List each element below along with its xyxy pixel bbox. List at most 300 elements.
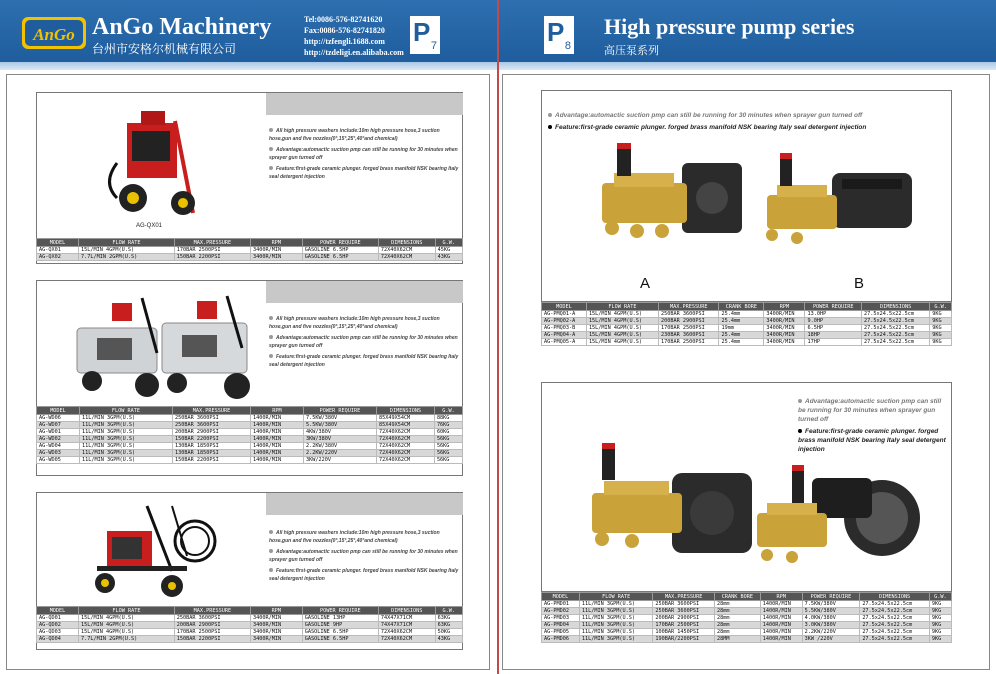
column-header: POWER REQUIRE [302,239,378,247]
table-cell: 43KG [435,636,462,643]
table-cell: AG-QD02 [37,622,79,629]
table-cell: 250BAR 3600PSI [653,601,715,608]
table-row [37,443,463,450]
table-cell: 7.5KW/380V [802,601,860,608]
table-cell: 250BAR 3600PSI [653,608,715,615]
table-cell: 27.5x24.5x22.5cm [862,339,930,346]
column-header: MODEL [37,607,79,615]
table-cell: AG-WD01 [37,429,80,436]
column-header: RPM [760,593,802,601]
table-row [37,457,463,464]
table-cell: AG-WD03 [37,450,80,457]
table-row [37,247,463,254]
table-cell: 56KG [434,436,462,443]
table-cell: AG-PMQ03-B [542,325,587,332]
table-cell: 3KW/380V [303,436,376,443]
table-cell: 50KG [435,629,462,636]
brand-name-cn: 台州市安格尔机械有限公司 [92,42,237,56]
table-cell: AG-PMQ04-A [542,332,587,339]
table-cell: 200BAR 2900PSI [172,429,250,436]
table-cell: 9KG [930,339,952,346]
table-cell: 13.0HP [805,311,862,318]
table-cell: 15L/MIN 4GPM(U.S) [79,629,175,636]
contact-info [304,14,404,58]
table-cell: 27.5x24.5x22.5cm [860,615,930,622]
bullet-icon [269,530,273,534]
table-cell: 200BAR 2900PSI [659,318,719,325]
column-header: MODEL [37,239,79,247]
table-cell: AG-QD04 [37,636,79,643]
spec-table-wd [36,406,463,464]
table-cell: 15L/MIN 4GPM(U.S) [586,318,658,325]
pump-panel-pmd [541,382,952,592]
table-cell: AG-PMQ01-A [542,311,587,318]
table-cell: 150BAR 2200PSI [174,254,250,261]
table-cell: AG-PMD02 [542,608,580,615]
table-cell: 9KG [930,311,952,318]
column-header: G.W. [435,607,462,615]
pressure-washer-qx01-image [97,103,217,223]
pump-b-image [766,153,912,244]
note-include: All high pressure washers include:10m high pressure hose,3 suction hose,gun and five nozzles(0°,15°,25°,40°and chemical) [269,316,440,330]
note-feature: Feature:first-grade ceramic plunger. forged brass manifold NSK bearing Italy seal detergent injection [269,568,459,582]
table-cell: GASOLINE 6.5HP [302,629,378,636]
table-row [542,318,952,325]
panel-notes [548,111,948,135]
left-page [0,0,497,674]
table-cell: 11L/MIN 3GPM(U.S) [579,608,652,615]
table-cell: 56KG [434,457,462,464]
table-cell: 150BAR 2200PSI [172,436,250,443]
table-cell: 9KG [929,622,951,629]
table-cell: AG-QX02 [37,254,79,261]
table-cell: AG-WD05 [37,457,80,464]
table-cell: 9KG [929,629,951,636]
table-cell: 85X49X54CM [376,422,434,429]
table-cell: 25.4mm [719,311,764,318]
table-cell: 72X40X62CM [378,254,435,261]
column-header: RPM [250,407,303,415]
table-cell: 11L/MIN 3GPM(U.S) [579,622,652,629]
contact-url-1688: http://tzfengli.1688.com [304,37,385,46]
note-feature: Feature:first-grade ceramic plunger. forged brass manifold NSK bearing Italy seal detergent injection [798,428,946,453]
column-header: DIMENSIONS [378,239,435,247]
bullet-icon [269,568,273,572]
column-header: FLOW RATE [586,303,658,311]
table-cell: 3400R/MIN [250,636,302,643]
spec-table-pmq [541,302,952,346]
contact-tel: Tel:0086-576-82741620 [304,15,383,24]
table-row [37,254,463,261]
column-header: FLOW RATE [79,607,175,615]
panel-header-bar [266,93,463,115]
table-cell: 11L/MIN 3GPM(U.S) [80,457,173,464]
table-cell: 9KG [929,636,951,643]
table-cell: 11L/MIN 3GPM(U.S) [80,443,173,450]
pump-panel-pmq [541,90,952,302]
table-cell: 17HP [805,339,862,346]
note-include: All high pressure washers include:10m high pressure hose,3 suction hose,gun and five nozzles(0°,15°,25°,40°and chemical) [269,530,440,544]
table-cell: 9KG [930,325,952,332]
pump-pmd-right-image [757,465,920,563]
table-cell: 3400R/MIN [764,311,805,318]
bullet-icon [269,166,273,170]
svg-text:AnGo: AnGo [33,25,75,44]
table-cell: 2.2KW/380V [303,443,376,450]
column-header: POWER REQUIRE [802,593,860,601]
table-cell: 170BAR 2500PSI [659,339,719,346]
column-header: CRANK BORE [719,303,764,311]
column-header: POWER REQUIRE [805,303,862,311]
spec-table-qx [36,238,463,261]
table-cell: 1400R/MIN [250,436,303,443]
column-header: MODEL [542,303,587,311]
table-cell: GASOLINE 6.5HP [302,636,378,643]
right-page [499,0,996,674]
table-cell: AG-PMD03 [542,615,580,622]
table-cell: 28mm [714,608,760,615]
table-cell: AG-PMQ05-A [542,339,587,346]
note-feature: Feature:first-grade ceramic plunger. forged brass manifold NSK bearing Italy seal detergent injection [548,123,948,132]
table-cell: 1400R/MIN [760,601,802,608]
table-cell: 63KG [435,615,462,622]
table-header-row [542,303,952,311]
table-cell: AG-PMD04 [542,622,580,629]
table-cell: 1400R/MIN [760,622,802,629]
table-cell: 25.4mm [719,332,764,339]
table-cell: 74X47X71CM [378,622,435,629]
table-cell: 4KW/380V [303,429,376,436]
table-cell: 27.5x24.5x22.5cm [860,608,930,615]
bullet-icon [548,113,552,117]
table-cell: AG-QD01 [37,615,79,622]
table-cell: 7.5KW/380V [303,415,376,422]
table-cell: 3400R/MIN [250,615,302,622]
note-advantage: Advantage:automactic suction pmp can still be running for 30 minutes when sprayer gun turned off [548,111,948,120]
column-header: G.W. [434,407,462,415]
table-cell: 28MM [714,636,760,643]
contact-url-alibaba: http://tzdeligi.en.alibaba.com [304,48,404,57]
table-cell: 15L/MIN 4GPM(U.S) [586,332,658,339]
pump-label-a: A [640,275,651,292]
table-cell: 27.5x24.5x22.5cm [862,318,930,325]
bullet-icon [269,128,273,132]
panel-header-bar [266,493,463,515]
table-cell: 25.4mm [719,318,764,325]
table-row [37,429,463,436]
column-header: POWER REQUIRE [302,607,378,615]
table-cell: 1400R/MIN [250,443,303,450]
table-cell: 72X40X62CM [378,247,435,254]
table-row [542,339,952,346]
table-row [37,422,463,429]
column-header: FLOW RATE [79,239,175,247]
table-cell: 1400R/MIN [760,615,802,622]
page-number-box [410,16,440,54]
table-cell: 3400R/MIN [764,332,805,339]
spec-table-pmd [541,592,952,643]
table-cell: 27.5x24.5x22.5cm [862,325,930,332]
column-header: MAX.PRESSURE [653,593,715,601]
spec-table-qd [36,606,463,643]
table-cell: 1400R/MIN [760,608,802,615]
table-row [542,636,952,643]
table-cell: 72X40X62CM [376,457,434,464]
table-cell: AG-WD06 [37,415,80,422]
table-cell: 200BAR 2900PSI [174,622,250,629]
product-caption: AG-QX01 [136,223,163,229]
table-cell: 88KG [434,415,462,422]
column-header: MODEL [37,407,80,415]
table-row [542,601,952,608]
table-cell: 15L/MIN 4GPM(U.S) [586,339,658,346]
table-cell: AG-PMQ02-A [542,318,587,325]
table-cell: 11L/MIN 3GPM(U.S) [579,615,652,622]
table-cell: 72X40X62CM [378,636,435,643]
column-header: DIMENSIONS [862,303,930,311]
table-cell: 3400R/MIN [764,325,805,332]
table-cell: 72X40X62CM [376,443,434,450]
table-cell: 250BAR 3600PSI [659,311,719,318]
table-cell: 27.5x24.5x22.5cm [860,629,930,636]
table-cell: 27.5x24.5x22.5cm [862,332,930,339]
bullet-icon [269,354,273,358]
table-cell: 15L/MIN 4GPM(U.S) [79,247,175,254]
table-cell: 3400R/MIN [250,247,302,254]
page-letter: P [547,17,565,47]
table-header-row [37,607,463,615]
table-row [542,629,952,636]
table-cell: 19mm [719,325,764,332]
table-cell: 9KG [929,608,951,615]
table-cell: 150BAR 2200PSI [172,457,250,464]
table-cell: 28mm [714,629,760,636]
bullet-icon [269,316,273,320]
pump-label-b: B [854,275,865,292]
table-cell: AG-PMD01 [542,601,580,608]
table-cell: 43KG [435,254,462,261]
table-cell: 3KW /220V [802,636,860,643]
panel-notes [269,315,459,372]
table-cell: 9KG [930,332,952,339]
table-cell: AG-PMD05 [542,629,580,636]
column-header: MAX.PRESSURE [174,239,250,247]
table-row [37,415,463,422]
bullet-icon [798,399,802,403]
table-cell: 72X40X62CM [376,436,434,443]
pump-images-pmd [562,433,932,583]
table-cell: 9.0HP [805,318,862,325]
table-cell: 60KG [434,429,462,436]
table-cell: 3400R/MIN [250,629,302,636]
bullet-icon [269,147,273,151]
table-row [37,629,463,636]
table-header-row [542,593,952,601]
table-cell: AG-QD03 [37,629,79,636]
table-cell: 150BAR 2200PSI [174,636,250,643]
table-cell: 250BAR 3600PSI [172,422,250,429]
table-cell: 45KG [435,247,462,254]
column-header: G.W. [930,303,952,311]
table-row [542,325,952,332]
page-letter: P [413,17,431,47]
table-row [542,622,952,629]
table-cell: 27.5x24.5x22.5cm [860,622,930,629]
bullet-icon [269,549,273,553]
table-cell: 74X47X71CM [378,615,435,622]
table-cell: 11L/MIN 3GPM(U.S) [80,450,173,457]
column-header: FLOW RATE [80,407,173,415]
table-cell: 9KG [929,615,951,622]
table-cell: 28mm [714,622,760,629]
column-header: MAX.PRESSURE [659,303,719,311]
left-header-stripe [0,62,497,70]
column-header: G.W. [929,593,951,601]
note-feature: Feature:first-grade ceramic plunger. forged brass manifold NSK bearing Italy seal detergent injection [269,166,459,180]
table-cell: 72X40X62CM [378,629,435,636]
table-cell: GASOLINE 6.5HP [302,254,378,261]
table-cell: GASOLINE 13HP [302,615,378,622]
table-cell: 25.4mm [719,339,764,346]
bullet-icon [548,125,552,129]
pressure-washer-qd-image [77,501,217,601]
note-advantage: Advantage:automactic suction pmp can still be running for 30 minutes when sprayer gun turned off [269,549,458,563]
column-header: G.W. [435,239,462,247]
table-row [37,622,463,629]
pump-images-ab [562,143,942,273]
table-cell: 4.0KW/380V [802,615,860,622]
table-cell: 100BAR 1450PSI [653,629,715,636]
column-header: DIMENSIONS [378,607,435,615]
table-cell: GASOLINE 9HP [302,622,378,629]
table-cell: 170BAR 2500PSI [174,247,250,254]
note-feature: Feature:first-grade ceramic plunger. forged brass manifold NSK bearing Italy seal detergent injection [269,354,459,368]
column-header: RPM [764,303,805,311]
table-cell: 1400R/MIN [760,636,802,643]
table-cell: 3400R/MIN [250,622,302,629]
table-row [542,615,952,622]
table-cell: 28mm [714,615,760,622]
brand-name: AnGo Machinery [92,14,272,40]
table-cell: 7.7L/MIN 2GPM(U.S) [79,254,175,261]
page-title: High pressure pump series [604,14,855,39]
table-cell: 3KW/220V [303,457,376,464]
table-row [37,636,463,643]
table-cell: 28mm [714,601,760,608]
table-cell: 1400R/MIN [760,629,802,636]
contact-fax: Fax:0086-576-82741820 [304,26,385,35]
column-header: DIMENSIONS [860,593,930,601]
table-cell: 7.7L/MIN 2GPM(U.S) [79,636,175,643]
note-advantage: Advantage:automactic suction pmp can still be running for 30 minutes when sprayer gun turned off [269,335,458,349]
panel-header-bar [266,281,463,303]
table-cell: 130BAR 1850PSI [172,443,250,450]
table-header-row [37,407,463,415]
column-header: MAX.PRESSURE [172,407,250,415]
table-cell: 1400R/MIN [250,457,303,464]
ango-logo [22,13,86,53]
table-cell: 11L/MIN 3GPM(U.S) [579,629,652,636]
column-header: RPM [250,607,302,615]
panel-notes [269,529,459,586]
table-cell: 9KG [929,601,951,608]
table-cell: 15L/MIN 4GPM(U.S) [586,325,658,332]
table-cell: 72X40X62CM [376,429,434,436]
table-cell: 3.0KW/380V [802,622,860,629]
table-row [37,450,463,457]
note-include: All high pressure washers include:10m high pressure hose,3 suction hose,gun and five nozzles(0°,15°,25°,40°and chemical) [269,128,440,142]
table-cell: 11L/MIN 3GPM(U.S) [80,415,173,422]
table-cell: AG-WD02 [37,436,80,443]
page-number-box [544,16,574,54]
table-cell: AG-WD07 [37,422,80,429]
table-cell: 3400R/MIN [250,254,302,261]
column-header: POWER REQUIRE [303,407,376,415]
pump-a-image [602,143,742,238]
table-cell: 11L/MIN 3GPM(U.S) [579,636,652,643]
table-cell: 27.5x24.5x22.5cm [862,311,930,318]
page-subtitle: 高压泵系列 [604,45,659,57]
table-cell: 76KG [434,422,462,429]
table-row [542,608,952,615]
table-cell: 1400R/MIN [250,429,303,436]
column-header: RPM [250,239,302,247]
table-cell: 250BAR 3600PSI [172,415,250,422]
table-cell: AG-WD04 [37,443,80,450]
column-header: FLOW RATE [579,593,652,601]
page-number: 8 [564,40,571,52]
panel-notes [269,127,459,184]
table-cell: 190BAR/2200PSI [653,636,715,643]
table-header-row [37,239,463,247]
left-header [0,0,497,62]
right-header [499,0,996,62]
table-cell: 3400R/MIN [764,318,805,325]
table-cell: 6.5HP [805,325,862,332]
right-header-stripe [499,62,996,70]
table-cell: 11L/MIN 3GPM(U.S) [579,601,652,608]
table-cell: 1400R/MIN [250,450,303,457]
table-cell: 170BAR 2500PSI [174,629,250,636]
table-cell: 3400R/MIN [764,339,805,346]
table-cell: 2.2KW/220V [802,629,860,636]
bullet-icon [269,335,273,339]
note-advantage: Advantage:automactic suction pmp can still be running for 30 minutes when sprayer gun turned off [269,147,458,161]
table-cell: 11L/MIN 3GPM(U.S) [80,429,173,436]
column-header: CRANK BORE [714,593,760,601]
table-cell: 85X49X54CM [376,415,434,422]
table-cell: 18HP [805,332,862,339]
column-header: MAX.PRESSURE [174,607,250,615]
table-cell: 250BAR 3600PSI [174,615,250,622]
table-cell: 230BAR 3600PSI [659,332,719,339]
table-cell: 170BAR 2500PSI [653,622,715,629]
table-cell: 5.5KW/380V [802,608,860,615]
table-cell: 15L/MIN 4GPM(U.S) [79,615,175,622]
note-advantage: Advantage:automactic suction pmp can still be running for 30 minutes when sprayer gun turned off [798,398,942,423]
pressure-washer-wd-image [67,293,267,403]
table-cell: 11L/MIN 3GPM(U.S) [80,436,173,443]
table-cell: 170BAR 2500PSI [659,325,719,332]
table-cell: 130BAR 1850PSI [172,450,250,457]
table-cell: AG-PMD06 [542,636,580,643]
table-cell: 27.5x24.5x22.5cm [860,601,930,608]
page-number: 7 [430,40,437,52]
pump-pmd-left-image [592,443,752,553]
table-row [37,436,463,443]
table-cell: 63KG [435,622,462,629]
table-cell: 27.5x24.5x22.5cm [860,636,930,643]
